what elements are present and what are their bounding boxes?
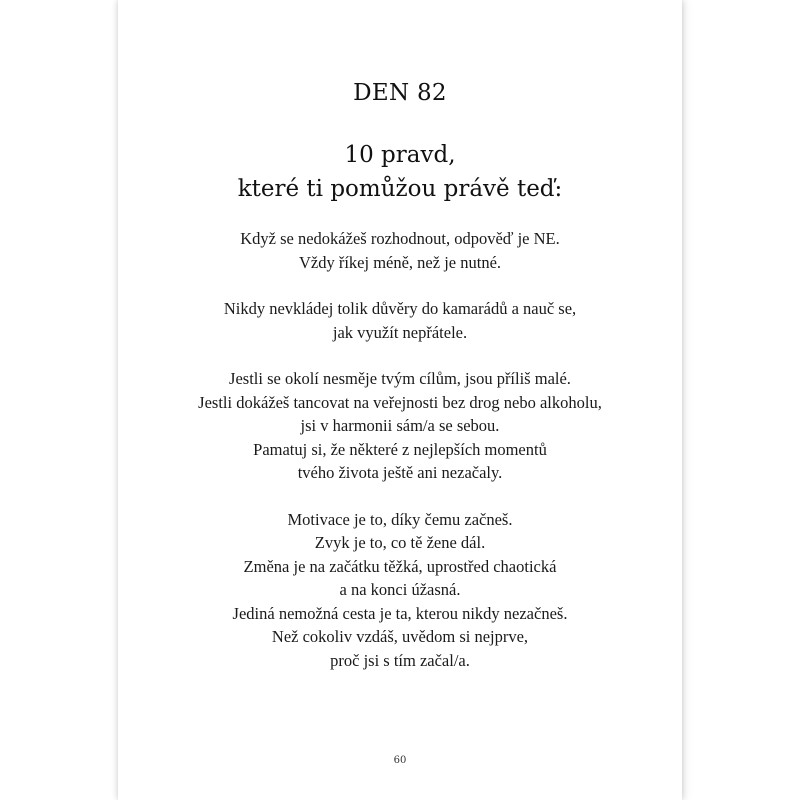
text-line: Když se nedokážeš rozhodnout, odpověď je NE. (240, 229, 560, 248)
book-page (118, 0, 682, 800)
text-line: Pamatuj si, že některé z nejlepších momentů (253, 439, 547, 459)
text-line: tvého života ještě ani nezačaly. (297, 463, 503, 482)
text-line: Změna je na začátku těžká, uprostřed chaotická (243, 556, 557, 576)
page-body (118, 227, 682, 695)
text-line: Nikdy nevkládej tolik důvěry do kamarádů a nauč se, (223, 299, 577, 318)
text-line: Jediná nemožná cesta je ta, kterou nikdy nezačneš. (232, 603, 568, 623)
text-line: a na konci úžasná. (339, 580, 461, 599)
text-line: Než cokoliv vzdáš, uvědom si nejprve, (271, 627, 529, 646)
paragraph-4 (118, 508, 682, 673)
text-line: jak využít nepřátele. (332, 322, 468, 342)
text-line: Vždy říkej méně, než je nutné. (298, 252, 502, 272)
paragraph-1 (118, 227, 682, 274)
text-line: jsi v harmonii sám/a se sebou. (300, 416, 500, 435)
paragraph-3 (118, 367, 682, 485)
text-line: Jestli dokážeš tancovat na veřejnosti bez drog nebo alkoholu, (198, 392, 602, 412)
subtitle-line: které ti pomůžou právě teď: (237, 176, 563, 202)
text-line: Motivace je to, díky čemu začneš. (287, 509, 513, 529)
text-line: proč jsi s tím začal/a. (330, 650, 470, 670)
paragraph-2 (118, 297, 682, 344)
page-number: 60 (393, 755, 407, 766)
text-line: Jestli se okolí nesměje tvým cílům, jsou příliš malé. (229, 369, 571, 388)
page-title: DEN 82 (353, 80, 447, 106)
page-subtitle (118, 138, 682, 206)
text-line: Zvyk je to, co tě žene dál. (314, 533, 486, 552)
subtitle-line: 10 pravd, (344, 142, 456, 168)
